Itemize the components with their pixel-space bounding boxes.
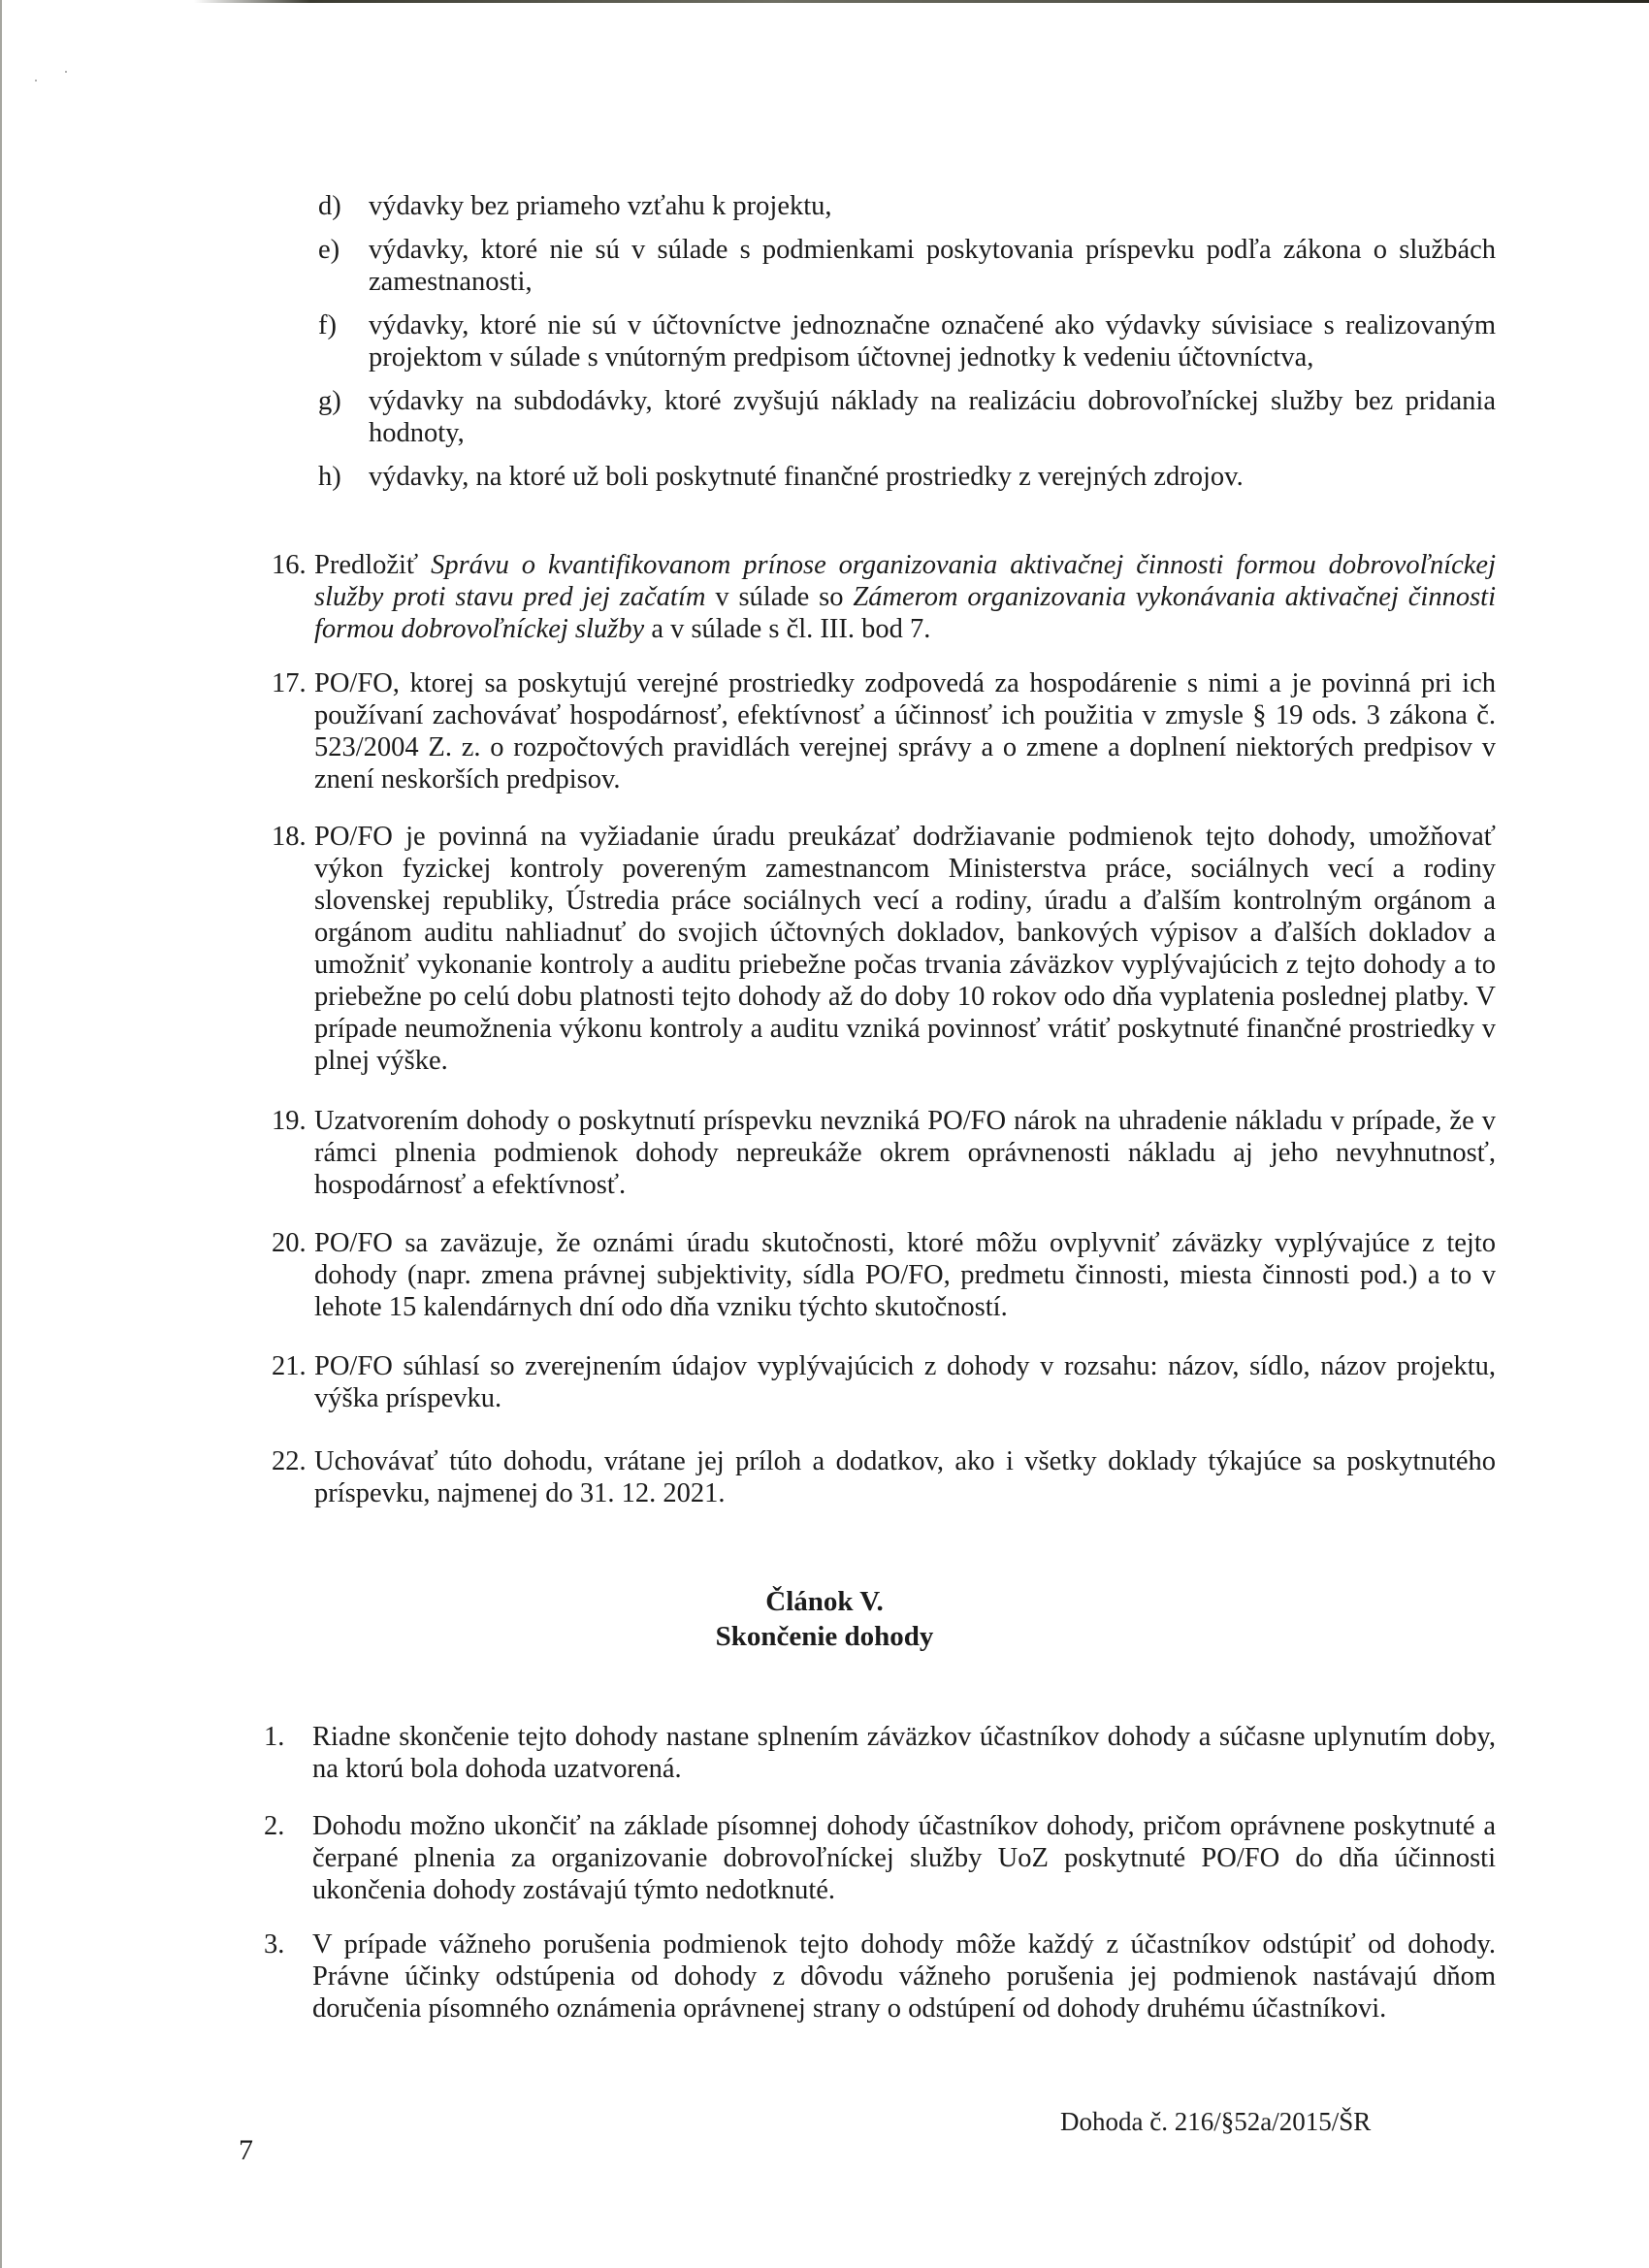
list-item: [272, 549, 1496, 645]
expense-exclusions-list: [318, 190, 1496, 504]
list-item-text: výdavky bez priameho vzťahu k projektu,: [369, 191, 832, 221]
list-item-text: Uzatvorením dohody o poskytnutí príspevku nevzniká PO/FO nárok na uhradenie nákladu v prípade, že v rámci plnenia podmienok dohody nepreukáže okrem oprávnenosti nákladu aj jeho nevyhnutnosť, hospodárnosť a efektívnosť.: [314, 1106, 1496, 1200]
list-marker: 3.: [264, 1929, 285, 1960]
list-marker: e): [318, 235, 340, 265]
list-marker: 17.: [272, 668, 307, 698]
list-item-text: PO/FO je povinná na vyžiadanie úradu preukázať dodržiavanie podmienok tejto dohody, umožňovať výkon fyzickej kontroly povereným zamestnancom Ministerstva práce, sociálnych vecí a rodiny slovenskej republiky, Ústredia práce sociálnych vecí a rodiny, úradu a ďalším kontrolným orgánom a orgánom auditu nahliadnuť do svojich účtovných dokladov, bankových výpisov a ďalších dokladov a umožniť vykonanie kontroly a auditu priebežne počas trvania záväzkov vyplývajúcich z tejto dohody a to priebežne po celú dobu platnosti tejto dohody až do doby 10 rokov odo dňa vyplatenia poslednej platby. V prípade neumožnenia výkonu kontroly a auditu vzniká povinnosť vrátiť poskytnuté finančné prostriedky v plnej výške.: [314, 822, 1496, 1076]
list-marker: 22.: [272, 1446, 307, 1476]
scan-speck: [65, 71, 67, 73]
list-item-text: V prípade vážneho porušenia podmienok tejto dohody môže každý z účastníkov odstúpiť od dohody. Právne účinky odstúpenia od dohody z dôvodu vážneho porušenia jej podmienok nastávajú dňom doručenia písomného oznámenia oprávnenej strany o odstúpení od dohody druhému účastníkovi.: [312, 1929, 1496, 2024]
list-item-text: Riadne skončenie tejto dohody nastane splnením záväzkov účastníkov dohody a súčasne uplynutím doby, na ktorú bola dohoda uzatvorená.: [312, 1722, 1496, 1784]
list-marker: 1.: [264, 1722, 285, 1752]
list-item: [318, 309, 1496, 373]
list-item-text: výdavky, ktoré nie sú v súlade s podmienkami poskytovania príspevku podľa zákona o službách zamestnanosti,: [369, 235, 1496, 297]
article-number: Článok V.: [765, 1586, 884, 1617]
scan-speck: [35, 80, 37, 81]
page-number: 7: [239, 2134, 253, 2166]
list-marker: 18.: [272, 822, 307, 852]
item-tail: a v súlade s čl. III. bod 7.: [651, 614, 931, 644]
list-marker: f): [318, 310, 337, 340]
list-item-text: výdavky na subdodávky, ktoré zvyšujú náklady na realizáciu dobrovoľníckej služby bez pridania hodnoty,: [369, 386, 1496, 448]
item-mid: v súlade so: [715, 582, 844, 612]
obligation-21: [272, 1350, 1496, 1414]
obligation-20: [272, 1227, 1496, 1323]
list-item: [272, 1105, 1496, 1201]
plan-title: Zámerom organizovania vykonávania aktivačnej činnosti formou dobrovoľníckej služby: [314, 582, 1496, 644]
list-item: [318, 190, 1496, 222]
list-marker: 2.: [264, 1811, 285, 1841]
obligation-18: [272, 821, 1496, 1077]
list-item: [272, 1350, 1496, 1414]
list-item: [318, 234, 1496, 298]
list-item-text: PO/FO súhlasí so zverejnením údajov vyplývajúcich z dohody v rozsahu: názov, sídlo, názov projektu, výška príspevku.: [314, 1351, 1496, 1413]
agreement-reference: Dohoda č. 216/§52a/2015/ŠR: [1060, 2107, 1372, 2136]
list-item-text: výdavky, na ktoré už boli poskytnuté finančné prostriedky z verejných zdrojov.: [369, 462, 1244, 492]
list-marker: 16.: [272, 550, 307, 580]
list-item: [318, 461, 1496, 493]
scan-edge-left: [0, 0, 2, 2268]
list-item: [272, 1227, 1496, 1323]
obligation-17: [272, 667, 1496, 795]
obligation-22: [272, 1445, 1496, 1509]
obligation-19: [272, 1105, 1496, 1201]
termination-item-3: [264, 1928, 1496, 2025]
article-title: Skončenie dohody: [715, 1621, 934, 1652]
obligation-16: [272, 549, 1496, 645]
list-marker: 19.: [272, 1106, 307, 1136]
termination-item-2: [264, 1810, 1496, 1906]
list-marker: g): [318, 386, 341, 416]
list-item-text: PO/FO sa zaväzuje, že oznámi úradu skutočnosti, ktoré môžu ovplyvniť záväzky vyplývajúce z tejto dohody (napr. zmena právnej subjektivity, sídla PO/FO, predmetu činnosti, miesta činnosti pod.) a to v lehote 15 kalendárnych dní odo dňa vzniku týchto skutočností.: [314, 1228, 1496, 1322]
list-item: [272, 821, 1496, 1077]
list-marker: 21.: [272, 1351, 307, 1381]
list-marker: 20.: [272, 1228, 307, 1258]
list-item-text: Dohodu možno ukončiť na základe písomnej dohody účastníkov dohody, pričom oprávnene poskytnuté a čerpané plnenia za organizovanie dobrovoľníckej služby UoZ poskytnuté PO/FO do dňa účinnosti ukončenia dohody zostávajú týmto nedotknuté.: [312, 1811, 1496, 1905]
list-item: [264, 1721, 1496, 1785]
list-item: [318, 385, 1496, 449]
list-marker: h): [318, 462, 341, 492]
list-item-text: PO/FO, ktorej sa poskytujú verejné prostriedky zodpovedá za hospodárenie s nimi a je povinná pri ich používaní zachovávať hospodárnosť, efektívnosť a účinnosť ich použitia v zmysle § 19 ods. 3 zákona č. 523/2004 Z. z. o rozpočtových pravidlách verejnej správy a o zmene a doplnení niektorých predpisov v znení neskorších predpisov.: [314, 668, 1496, 794]
report-title: Správu o kvantifikovanom prínose organizovania aktivačnej činnosti formou dobrovoľníckej služby proti stavu pred jej začatím: [314, 550, 1497, 612]
termination-item-1: [264, 1721, 1496, 1785]
item-lead: Predložiť: [314, 550, 419, 580]
list-marker: d): [318, 191, 341, 221]
list-item: [272, 1445, 1496, 1509]
list-item-text: výdavky, ktoré nie sú v účtovníctve jednoznačne označené ako výdavky súvisiace s realizovaným projektom v súlade s vnútorným predpisom účtovnej jednotky k vedeniu účtovníctva,: [369, 310, 1496, 373]
scan-edge-top: [194, 0, 1649, 3]
list-item: [272, 667, 1496, 795]
list-item: [264, 1810, 1496, 1906]
list-item: [264, 1928, 1496, 2025]
list-item-text: Uchovávať túto dohodu, vrátane jej príloh a dodatkov, ako i všetky doklady týkajúce sa poskytnutého príspevku, najmenej do 31. 12. 2021.: [314, 1446, 1496, 1508]
